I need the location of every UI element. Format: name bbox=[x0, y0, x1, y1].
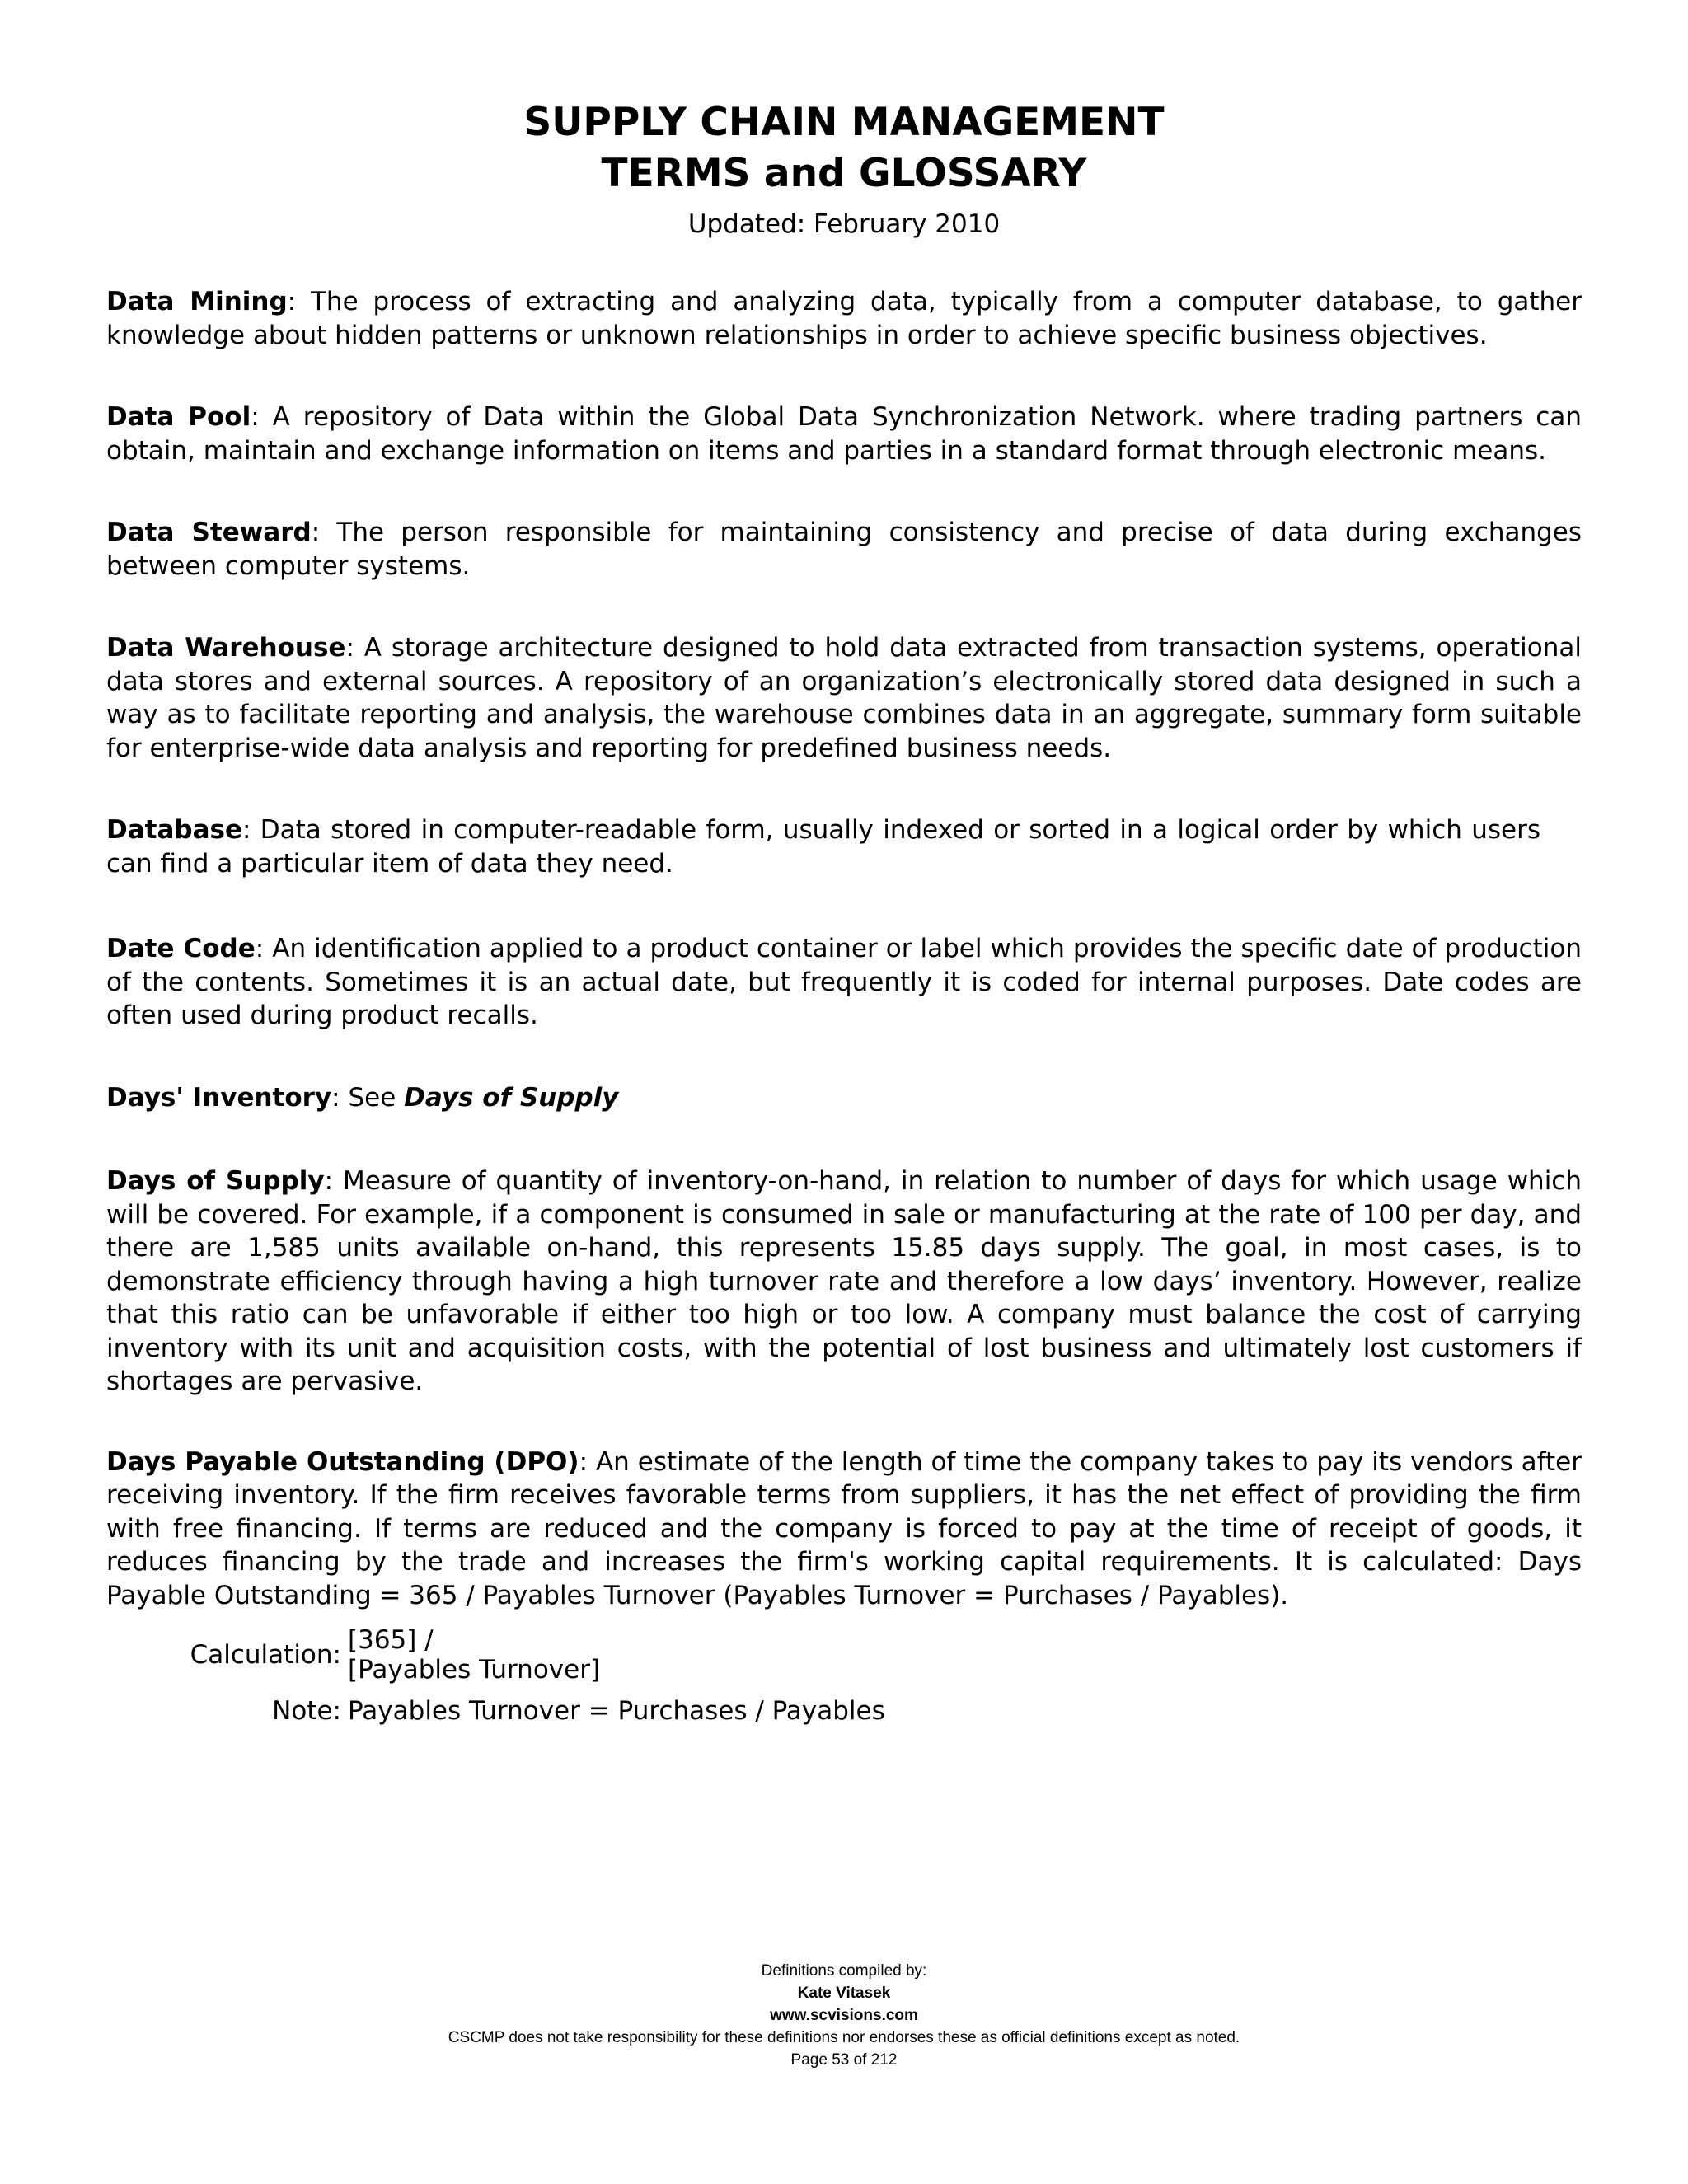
definition: : An estimate of the length of time the company takes to pay its vendors after receiving inventory. If the firm receives favorable terms from suppliers, it has the net effect of providing the firm with free financing. If terms are reduced and the company is forced to pay at the time of receipt of goods, it reduces financing by the trade and increases the firm's working capital requirements. It is calculated: Days Payable Outstanding = 365 / Payables Turnover (Payables Turnover = Purchases / Payables). bbox=[106, 1446, 1582, 1610]
calculation-label: Calculation: bbox=[190, 1640, 341, 1670]
formula-line-2: [Payables Turnover] bbox=[348, 1655, 601, 1685]
note-label: Note: bbox=[272, 1696, 341, 1726]
term: Date Code bbox=[106, 934, 256, 963]
definition: : See bbox=[331, 1082, 405, 1113]
definition: : An identification applied to a product container or label which provides the specific date of production of the contents. Sometimes it is an actual date, but frequently it is coded for internal purposes. Date codes are often used during product recalls. bbox=[106, 934, 1582, 1030]
definition: : A storage architecture designed to hold data extracted from transaction systems, operational data stores and external sources. A repository of an organization’s electronically stored data designed in such a way as to facilitate reporting and analysis, the warehouse combines data in an aggregate, summary form suitable for enterprise-wide data analysis and reporting for predefined business needs. bbox=[106, 633, 1582, 763]
term: Data Pool bbox=[106, 402, 251, 432]
term: Days of Supply bbox=[106, 1166, 325, 1196]
page-header bbox=[0, 97, 1688, 241]
glossary-entry-days-of-supply bbox=[106, 1165, 1582, 1399]
note-row bbox=[106, 1696, 1582, 1726]
calculation-row bbox=[106, 1625, 1582, 1685]
term: Days' Inventory bbox=[106, 1082, 332, 1113]
calculation-formula bbox=[348, 1625, 600, 1685]
glossary-entry-data-pool bbox=[106, 401, 1582, 467]
definition: : A repository of Data within the Global Data Synchronization Network. where trading partners can obtain, maintain and exchange information on items and parties in a standard format through electronic means. bbox=[106, 402, 1582, 466]
title-line-1: SUPPLY CHAIN MANAGEMENT bbox=[523, 100, 1165, 145]
formula-line-1: [365] / bbox=[348, 1625, 434, 1655]
author-name: Kate Vitasek bbox=[797, 1985, 891, 2002]
glossary-entry-date-code bbox=[106, 932, 1582, 1033]
website: www.scvisions.com bbox=[770, 2007, 918, 2024]
definition: : Measure of quantity of inventory-on-hand, in relation to number of days for which usage which will be covered. For example, if a component is consumed in sale or manufacturing at the rate of 100 per day, and there are 1,585 units available on-hand, this represents 15.85 days supply. The goal, in most cases, is to demonstrate efficiency through having a high turnover rate and therefore a low days’ inventory. However, realize that this ratio can be unfavorable if either too high or too low. A company must balance the cost of carrying inventory with its unit and acquisition costs, with the potential of lost business and ultimately lost customers if shortages are pervasive. bbox=[106, 1166, 1582, 1396]
cross-reference: Days of Supply bbox=[404, 1082, 619, 1113]
glossary-entry-days-payable-outstanding bbox=[106, 1446, 1582, 1613]
term: Data Warehouse bbox=[106, 633, 346, 663]
compiled-by: Definitions compiled by: bbox=[761, 1962, 927, 1980]
glossary-content bbox=[106, 285, 1582, 1726]
definition: : Data stored in computer-readable form, usually indexed or sorted in a logical order by which users can find a particular item of data they need. bbox=[106, 815, 1540, 879]
title-line-2: TERMS and GLOSSARY bbox=[601, 151, 1087, 196]
term: Days Payable Outstanding (DPO) bbox=[106, 1446, 579, 1477]
glossary-entry-days-inventory bbox=[106, 1081, 1582, 1115]
disclaimer: CSCMP does not take responsibility for these definitions nor endorses these as official definitions except as noted. bbox=[448, 2029, 1240, 2046]
glossary-entry-database bbox=[106, 813, 1582, 880]
term: Data Mining bbox=[106, 287, 288, 316]
definition: : The person responsible for maintaining consistency and precise of data during exchanges between computer systems. bbox=[106, 518, 1582, 581]
updated-date: Updated: February 2010 bbox=[687, 209, 1001, 239]
page-number: Page 53 of 212 bbox=[790, 2051, 898, 2069]
term: Data Steward bbox=[106, 518, 312, 547]
glossary-entry-data-warehouse bbox=[106, 631, 1582, 765]
glossary-entry-data-mining bbox=[106, 285, 1582, 352]
calculation-block bbox=[106, 1625, 1582, 1726]
definition: : The process of extracting and analyzing data, typically from a computer database, to gather knowledge about hidden patterns or unknown relationships in order to achieve specific business objectives. bbox=[106, 287, 1582, 350]
note-value: Payables Turnover = Purchases / Payables bbox=[348, 1696, 885, 1726]
term: Database bbox=[106, 815, 242, 845]
page-footer bbox=[0, 1960, 1688, 2071]
glossary-entry-data-steward bbox=[106, 516, 1582, 583]
